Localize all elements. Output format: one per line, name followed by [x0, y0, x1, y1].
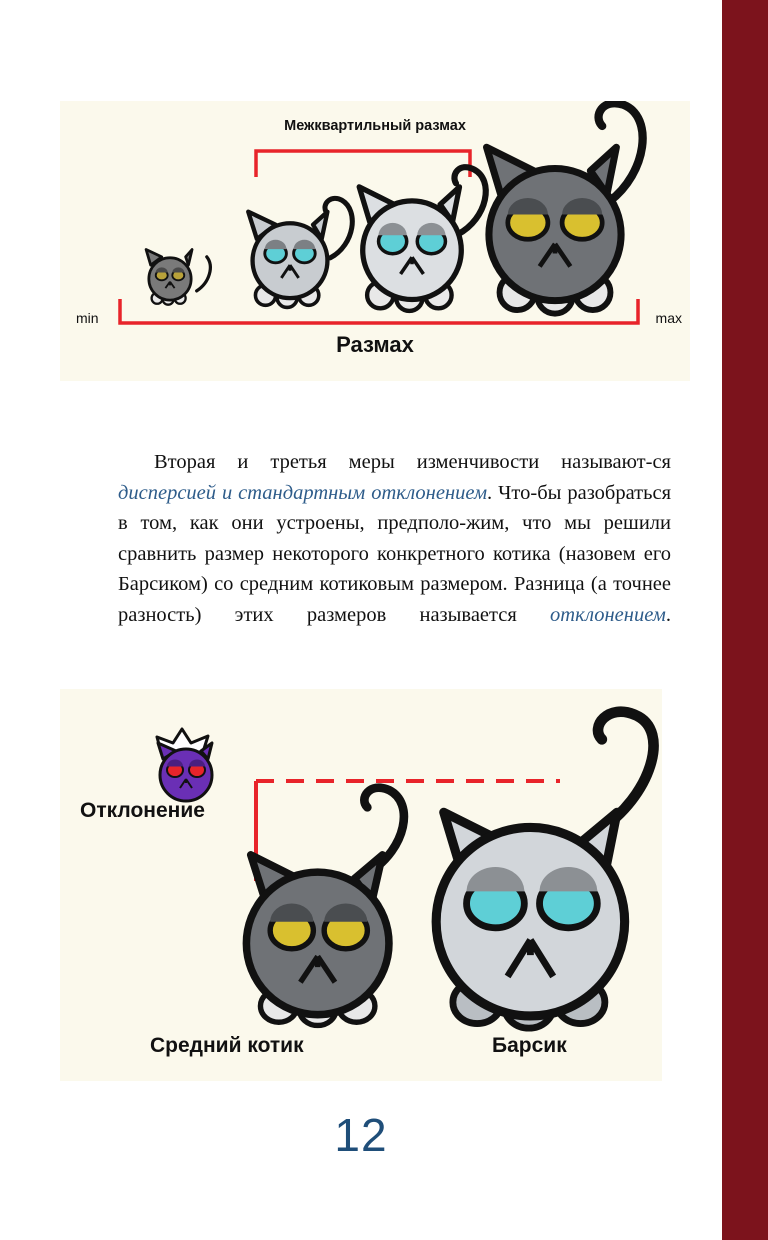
- figure-range-iqr-title: Межквартильный размах: [284, 118, 466, 134]
- figure-range: [60, 101, 690, 381]
- iqr-bracket: [256, 151, 470, 177]
- page-edge-bar: [722, 0, 768, 1240]
- term-deviation: отклонением: [550, 603, 666, 626]
- cat-q3: [359, 167, 486, 311]
- cat-q1: [248, 198, 352, 307]
- barsik-label: Барсик: [492, 1034, 567, 1057]
- figure-range-max-label: max: [655, 310, 682, 326]
- cat-max: [487, 103, 643, 313]
- average-cat-label: Средний котик: [150, 1034, 304, 1057]
- cat-average: [246, 788, 404, 1026]
- deviation-label: Отклонение: [80, 799, 205, 822]
- figure-range-title: Размах: [336, 332, 414, 357]
- cat-min: [146, 249, 210, 304]
- figure-deviation: [60, 689, 662, 1081]
- body-paragraph: [118, 447, 671, 630]
- cat-crown: [157, 729, 212, 801]
- paragraph-text-part1: Вторая и третья меры изменчивости называют-ся: [154, 451, 671, 473]
- term-variance-stddev: дисперсией и стандартным отклонением: [118, 481, 488, 504]
- figure-range-min-label: min: [76, 310, 99, 326]
- figure-deviation-graphic: [60, 689, 662, 1081]
- paragraph-text-part2: . Что-бы разобраться в том, как они устроены, предполо-жим, что мы решили сравнить размер некоторого конкретного котика (назовем его Барсиком) со средним котиковым размером. Разница (а точнее разность) этих размеров называется: [118, 481, 671, 626]
- cat-barsik: [436, 712, 653, 1028]
- paragraph-text-part3: .: [665, 603, 671, 626]
- page-number: 12: [334, 1109, 388, 1161]
